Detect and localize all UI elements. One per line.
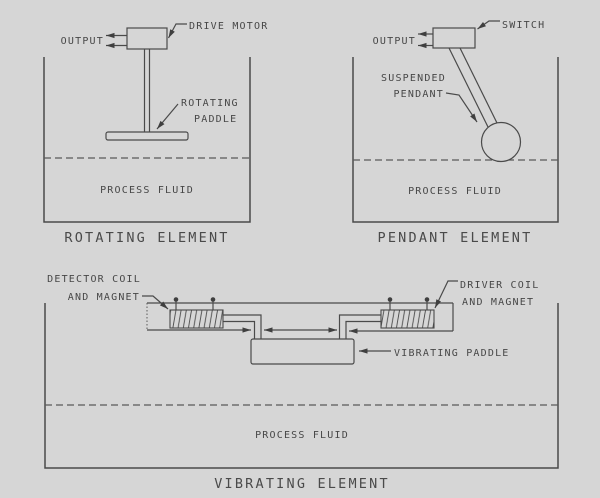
terminal-dot-icon (425, 297, 430, 302)
terminal-dot-icon (174, 297, 179, 302)
rotating-paddle (106, 132, 188, 140)
drive-motor-label: DRIVE MOTOR (189, 21, 269, 32)
switch-leader (478, 21, 501, 29)
pendant-process-fluid-label: PROCESS FLUID (408, 186, 502, 197)
vibrating-paddle (251, 339, 354, 364)
left-support-outer (223, 315, 261, 339)
rotating-element-diagram (44, 21, 268, 246)
rotating-output-label: OUTPUT (60, 36, 104, 47)
vibrating-tank (45, 303, 558, 468)
pendant-label-line1: SUSPENDED (381, 73, 446, 84)
terminal-dot-icon (388, 297, 393, 302)
rotating-paddle-label-line1: ROTATING (181, 98, 239, 109)
pendant-label-line2: PENDANT (393, 89, 444, 100)
switch-label: SWITCH (502, 20, 546, 31)
rotating-element-caption: ROTATING ELEMENT (64, 230, 230, 246)
pendant-rod-left (449, 48, 488, 127)
driver-coil-label-line2: AND MAGNET (462, 297, 535, 308)
drive-motor-box (127, 28, 167, 49)
vibrating-process-fluid-label: PROCESS FLUID (255, 430, 349, 441)
rotating-paddle-leader (157, 104, 178, 129)
driver-coil-label-line1: DRIVER COIL (460, 280, 540, 291)
driver-coil (381, 310, 434, 328)
vibrating-element-caption: VIBRATING ELEMENT (214, 476, 390, 492)
right-support-inner (346, 322, 381, 340)
driver-coil-leader (435, 281, 458, 308)
rotating-process-fluid-label: PROCESS FLUID (100, 185, 194, 196)
drive-motor-leader (169, 24, 188, 38)
pendant-rod-right (460, 48, 497, 123)
pendant-ball (482, 123, 521, 162)
pendant-element-caption: PENDANT ELEMENT (377, 230, 533, 246)
detector-coil (170, 310, 223, 328)
switch-box (433, 28, 475, 48)
vibrating-element-diagram (45, 274, 558, 492)
pendant-leader (446, 93, 477, 122)
pendant-output-label: OUTPUT (372, 36, 416, 47)
pendant-element-diagram (353, 20, 558, 246)
detector-coil-label-line2: AND MAGNET (67, 292, 140, 303)
terminal-dot-icon (211, 297, 216, 302)
rotating-paddle-label-line2: PADDLE (194, 114, 238, 125)
vibrating-paddle-label: VIBRATING PADDLE (394, 348, 510, 359)
detector-coil-label-line1: DETECTOR COIL (47, 274, 141, 285)
